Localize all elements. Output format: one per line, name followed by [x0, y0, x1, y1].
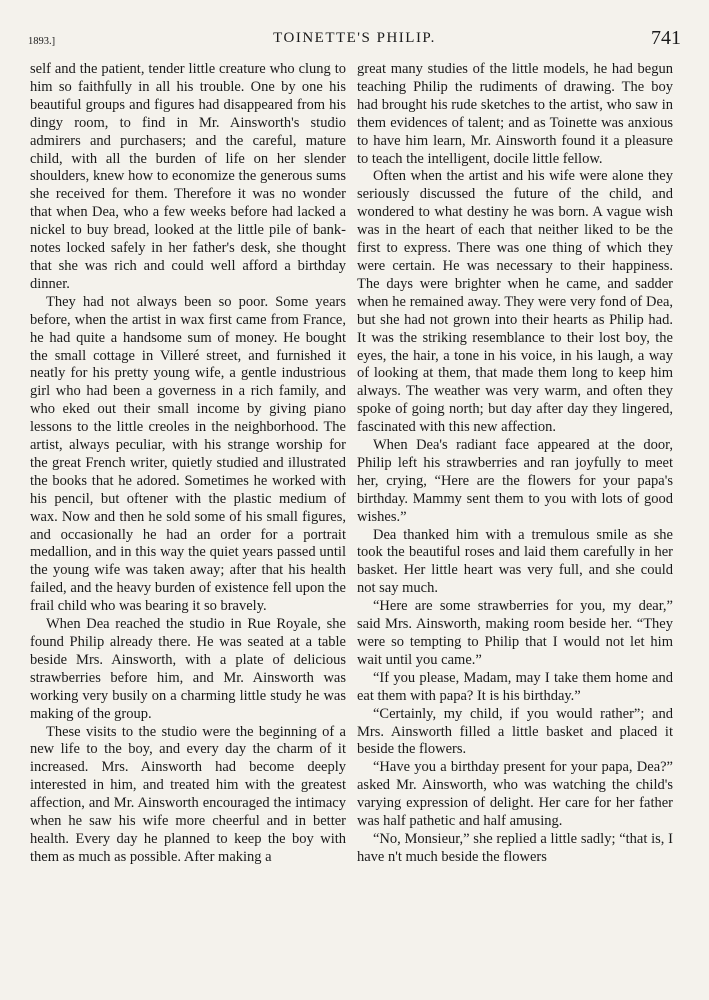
paragraph: These visits to the studio were the beginning of a new life to the boy, and every day the charm of it increased. Mrs. Ainsworth had become deeply interested in him, and treated him with the greatest affection, and Mr. Ainsworth encouraged the intimacy when he saw his wife more cheerful and in better health. Every day he planned to keep the boy with them as much as possible. After making a — [30, 723, 346, 865]
paragraph: “Have you a birthday present for your papa, Dea?” asked Mr. Ainsworth, who was watching the child's varying expression of delight. Her care for her father was half pathetic and half amusing. — [357, 759, 673, 830]
paragraph: “Here are some strawberries for you, my dear,” said Mrs. Ainsworth, making room beside her. “They were so tempting to Philip that I would not let him wait until you came.” — [357, 598, 673, 668]
page-number: 741 — [651, 27, 681, 49]
header-year: 1893.] — [28, 36, 56, 47]
paragraph: When Dea's radiant face appeared at the door, Philip left his strawberries and ran joyfully to meet her, crying, “Here are the flowers for your papa's birthday. Mammy sent them to you with lots of good wishes.” — [357, 437, 673, 525]
paragraph: They had not always been so poor. Some years before, when the artist in wax first came from France, he had quite a handsome sum of money. He bought the small cottage in Villeré street, and furnished it neatly for his pretty young wife, a gentle industrious girl who had been a governess in a rich family, and who eked out their small income by giving piano lessons to the little creoles in the neighborhood. The artist, always peculiar, with his strange worship for the great French writer, quietly studied and illustrated the books that he adored. Sometimes he worked with his pencil, but oftener with the plastic medium of wax. Now and then he sold some of his small figures, and occasionally he had an order for a portrait medallion, and in this way the quiet years passed until the young wife was taken away; after that his health failed, and the heavy burden of existence fell upon the frail child who was bearing it so bravely. — [30, 293, 346, 615]
paragraph: “If you please, Madam, may I take them home and eat them with papa? It is his birthday.” — [357, 669, 673, 704]
right-column — [357, 61, 673, 867]
page-header — [28, 27, 681, 52]
paragraph: Often when the artist and his wife were alone they seriously discussed the future of the child, and wondered to what destiny he was born. A vague wish was in the heart of each that neither liked to be the first to express. There was one thing of which they were certain. He was necessary to their happiness. The days were brighter when he came, and sadder when he remained away. They were very fond of Dea, but she had not grown into their hearts as Philip had. It was the striking resemblance to their lost boy, the eyes, the hair, a tone in his voice, in his laugh, a way of looking at them, that made them long to keep him always. The weather was very warm, and often they spoke of going north; but day after day they lingered, fascinated with this new affection. — [357, 168, 673, 436]
paragraph: “No, Monsieur,” she replied a little sadly; “that is, I have n't much beside the flowers — [357, 830, 673, 865]
paragraph: Dea thanked him with a tremulous smile as she took the beautiful roses and laid them carefully in her basket. Her little heart was very full, and she could not say much. — [357, 526, 673, 597]
paragraph: When Dea reached the studio in Rue Royale, she found Philip already there. He was seated at a table beside Mrs. Ainsworth, with a plate of delicious strawberries before him, and Mr. Ainsworth was working very busily on a charming little study he was making of the group. — [30, 616, 346, 722]
paragraph: “Certainly, my child, if you would rather”; and Mrs. Ainsworth filled a little basket and placed it beside the flowers. — [357, 705, 673, 758]
paragraph: self and the patient, tender little creature who clung to him so faithfully in all his trouble. One by one his beautiful groups and figures had disappeared from his dingy room, to find in Mr. Ainsworth's studio admirers and purchasers; and the careful, mature child, with all the burden of life on her slender shoulders, knew how to economize the generous sums she received for them. Therefore it was no wonder that when Dea, who a few weeks before had lacked a nickel to buy bread, looked at the little pile of bank-notes locked safely in her father's desk, she thought that she was rich and could well afford a birthday dinner. — [30, 61, 346, 292]
paragraph: great many studies of the little models, he had begun teaching Philip the rudiments of drawing. The boy had brought his rude sketches to the artist, who saw in them evidences of talent; and as Toinette was anxious to have him learn, Mr. Ainsworth found it a pleasure to teach the intelligent, docile little fellow. — [357, 61, 673, 167]
running-title: TOINETTE'S PHILIP. — [273, 30, 436, 46]
left-column — [30, 61, 346, 867]
